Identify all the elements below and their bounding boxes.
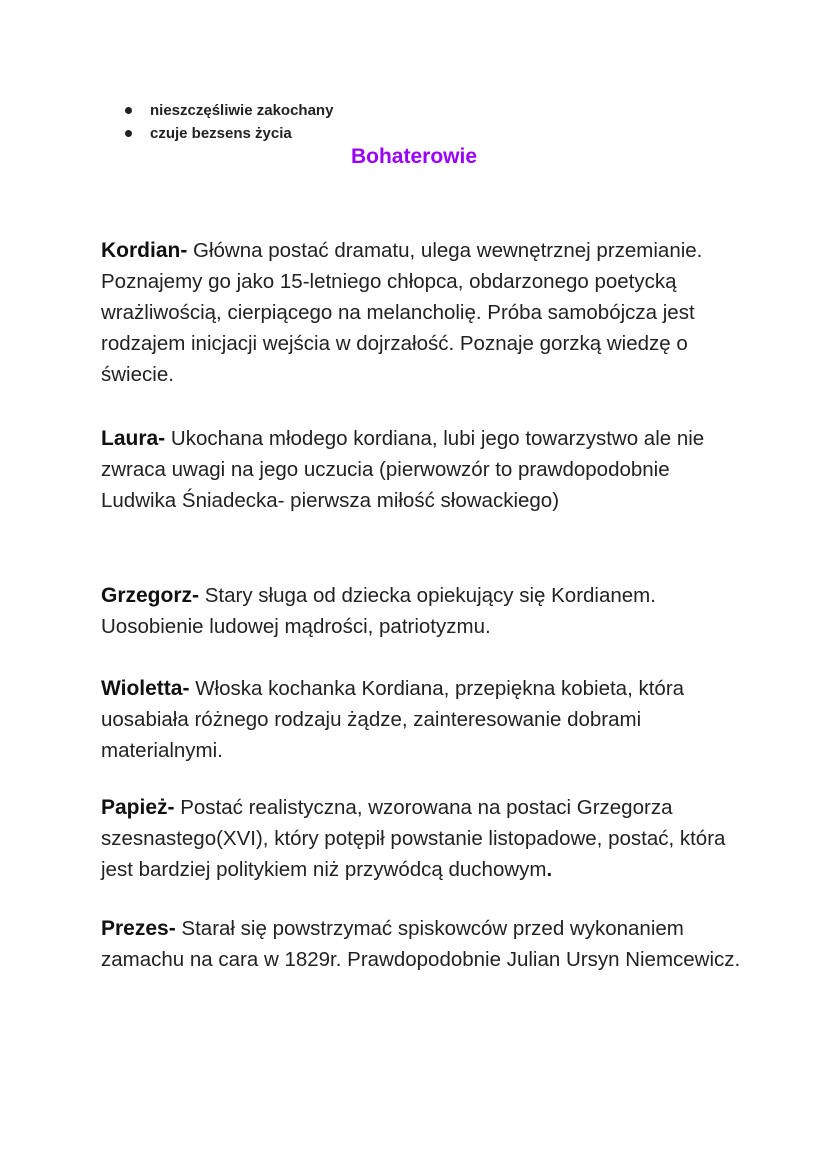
bullet-dot-icon: [125, 130, 132, 137]
list-item: [122, 99, 333, 122]
character-name: Kordian-: [101, 239, 188, 262]
character-description: Włoska kochanka Kordiana, przepiękna kobieta, która uosabiała różnego rodzaju żądze, zainteresowanie dobrami materialnymi.: [101, 677, 685, 762]
character-entry-papiez: [101, 792, 741, 885]
character-description: Stary sługa od dziecka opiekujący się Kordianem. Uosobienie ludowej mądrości, patriotyzmu.: [101, 584, 656, 638]
character-name: Laura-: [101, 427, 166, 450]
character-name: Wioletta-: [101, 677, 190, 700]
character-description: Główna postać dramatu, ulega wewnętrznej przemianie. Poznajemy go jako 15-letniego chłopca, obdarzonego poetycką wrażliwością, cierpiącego na melancholię. Próba samobójcza jest rodzajem inicjacji wejścia w dojrzałość. Poznaje gorzką wiedzę o świecie.: [101, 239, 703, 386]
bullet-list: [122, 99, 333, 145]
bullet-dot-icon: [125, 107, 132, 114]
character-entry-laura: [101, 423, 741, 516]
character-entry-grzegorz: [101, 580, 741, 642]
list-item: [122, 122, 333, 145]
character-entry-wioletta: [101, 673, 741, 766]
character-entry-kordian: [101, 235, 741, 390]
bullet-text: czuje bezsens życia: [150, 125, 292, 142]
heading-text: Bohaterowie: [350, 145, 478, 168]
character-entry-prezes: [101, 913, 741, 975]
character-name: Papież-: [101, 796, 175, 819]
character-name: Prezes-: [101, 917, 176, 940]
character-name: Grzegorz-: [101, 584, 200, 607]
character-description: Ukochana młodego kordiana, lubi jego towarzystwo ale nie zwraca uwagi na jego uczucia (pierwowzór to prawdopodobnie Ludwika Śniadecka- pierwsza miłość słowackiego): [101, 427, 705, 512]
character-description: Starał się powstrzymać spiskowców przed wykonaniem zamachu na cara w 1829r. Prawdopodobnie Julian Ursyn Niemcewicz.: [101, 917, 741, 971]
character-description: Postać realistyczna, wzorowana na postaci Grzegorza szesnastego(XVI), który potępił powstanie listopadowe, postać, która jest bardziej politykiem niż przywódcą duchowym: [101, 796, 726, 881]
bullet-text: nieszczęśliwie zakochany: [150, 102, 334, 119]
section-heading: [0, 145, 828, 169]
sentence-end-mark: .: [546, 858, 553, 881]
